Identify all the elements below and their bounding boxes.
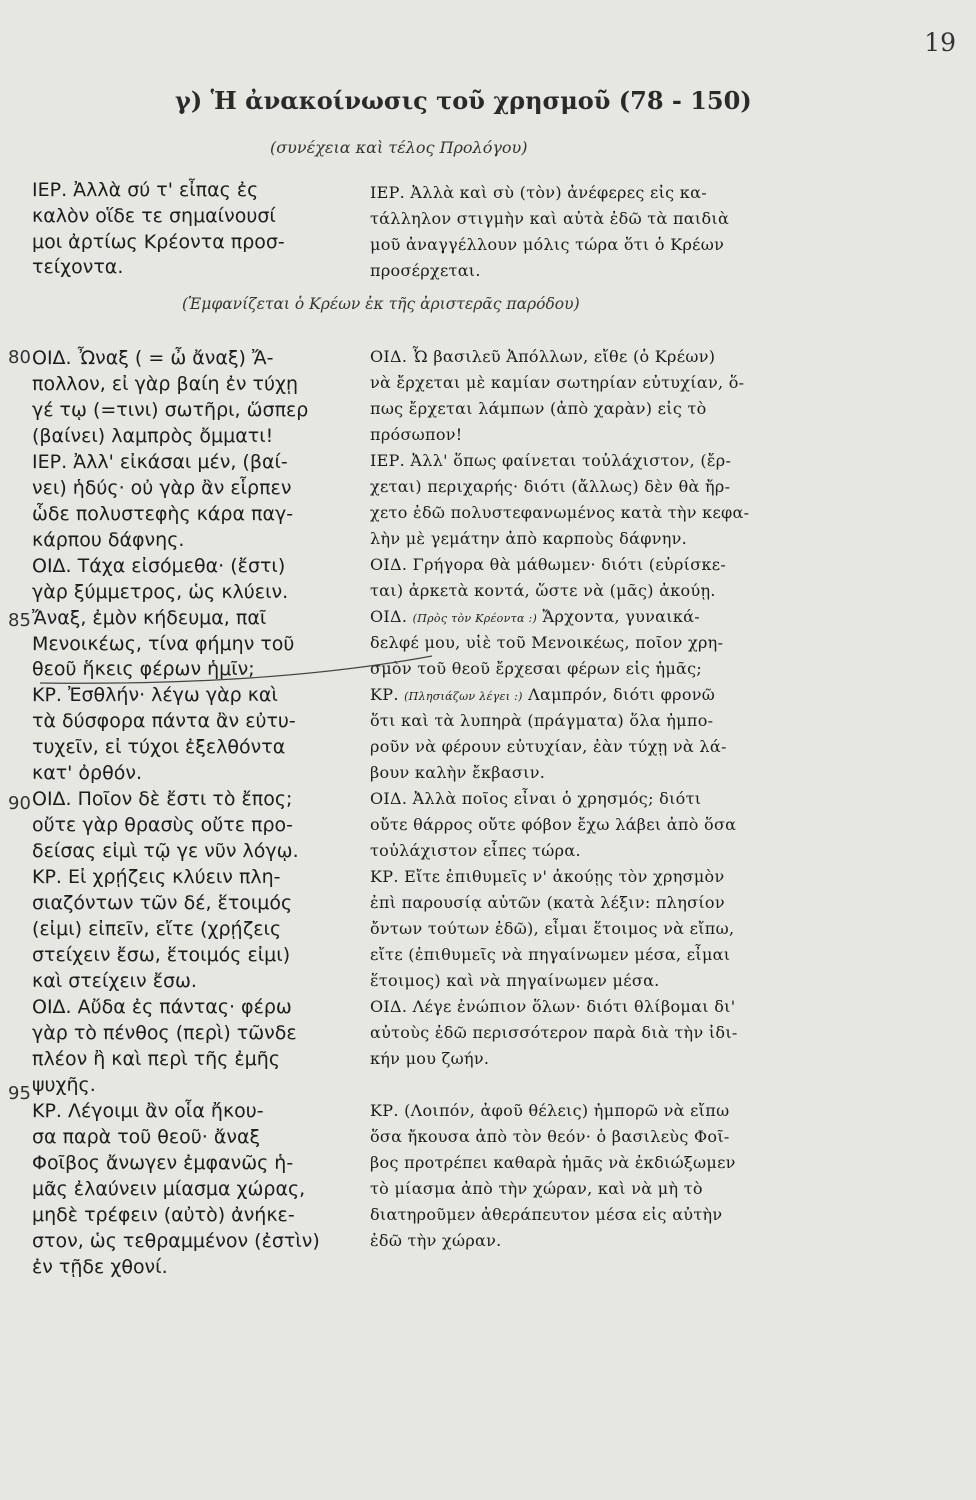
translation-line: τοὐλάχιστον εἶπες τώρα. [370,841,581,860]
text-line: δείσας εἰμὶ τῷ γε νῦν λόγῳ. [32,840,299,862]
translation-line: ὅσα ἤκουσα ἀπὸ τὸν θεόν· ὁ βασιλεὺς Φοῖ- [370,1127,730,1146]
translation-line: ὅτι καὶ τὰ λυπηρὰ (πράγματα) ὅλα ἠμπο- [370,711,714,730]
text-line: Ἄναξ, ἐμὸν κήδευμα, παῖ [32,607,267,629]
text-line: θεοῦ ἥκεις φέρων ἡμῖν; [32,658,255,680]
translation-line: αὐτοὺς ἐδῶ περισσότερον παρὰ διὰ τὴν ἰδι- [370,1023,738,1042]
text-line: οὔτε γὰρ θρασὺς οὔτε προ- [32,814,294,836]
translation-line: ροῦν νὰ φέρουν εὐτυχίαν, ἐὰν τύχῃ νὰ λά- [370,737,727,756]
text-line: ψυχῆς. [32,1074,96,1096]
line-text: Ἄρχοντα, γυναικά- [537,607,700,626]
translation-line: ἐπὶ παρουσίᾳ αὐτῶν (κατὰ λέξιν: πλησίον [370,893,725,912]
page-number: 19 [924,28,956,57]
text-line: πολλον, εἰ γὰρ βαίη ἐν τύχῃ [32,373,299,395]
translation-line: βος προτρέπει καθαρὰ ἡμᾶς νὰ ἐκδιώξωμεν [370,1153,736,1172]
text-line: γὰρ ξύμμετρος, ὡς κλύειν. [32,581,289,603]
text-line: μοι ἀρτίως Κρέοντα προσ- [32,231,285,253]
translation-line: ΙΕΡ. Ἀλλ' ὅπως φαίνεται τοὐλάχιστον, (ἔρ- [370,451,732,470]
translation-line: ἕτοιμος) καὶ νὰ πηγαίνωμεν μέσα. [370,971,660,990]
section-heading: γ) Ἡ ἀνακοίνωσις τοῦ χρησμοῦ (78 - 150) [175,86,752,115]
translation-line: λὴν μὲ γεμάτην ἀπὸ καρποὺς δάφνην. [370,529,688,548]
speaker-label: ΟΙΔ. [370,607,413,626]
text-line: στείχειν ἔσω, ἕτοιμός εἰμι) [32,944,291,966]
verse-number: 90 [8,793,31,814]
text-line: σιαζόντων τῶν δέ, ἕτοιμός [32,892,293,914]
translation-line: ΚΡ. Εἴτε ἐπιθυμεῖς ν' ἀκούῃς τὸν χρησμὸν [370,867,725,886]
text-line: ΙΕΡ. Ἀλλ' εἰκάσαι μέν, (βαί- [32,451,288,473]
section-subheading: (συνέχεια καὶ τέλος Προλόγου) [270,138,528,157]
text-line: γέ τῳ (=τινι) σωτῆρι, ὥσπερ [32,399,309,421]
text-line: τείχοντα. [32,256,124,278]
stage-direction: (Ἐμφανίζεται ὁ Κρέων ἐκ τῆς ἀριστερᾶς παρόδου) [182,295,580,313]
translation-line: κήν μου ζωήν. [370,1049,490,1068]
translation-line: διατηροῦμεν ἀθεράπευτον μέσα εἰς αὐτὴν [370,1205,723,1224]
text-line: ἐν τῇδε χθονί. [32,1256,168,1278]
translation-line: ΚΡ. (Λοιπόν, ἀφοῦ θέλεις) ἠμπορῶ νὰ εἴπω [370,1101,730,1120]
text-line: πλέον ἢ καὶ περὶ τῆς ἐμῆς [32,1048,280,1070]
text-line: ΚΡ. Εἰ χρῄζεις κλύειν πλη- [32,866,281,888]
text-line: Φοῖβος ἄνωγεν ἐμφανῶς ἡ- [32,1152,294,1174]
translation-line: πρόσωπον! [370,425,463,444]
text-line: ΟΙΔ. Ποῖον δὲ ἔστι τὸ ἔπος; [32,788,293,810]
verse-number: 80 [8,347,31,368]
text-line: κατ' ὀρθόν. [32,762,143,784]
translation-line: μοῦ ἀναγγέλλουν μόλις τώρα ὅτι ὁ Κρέων [370,235,725,254]
text-line: μηδὲ τρέφειν (αὐτὸ) ἀνήκε- [32,1204,295,1226]
text-line: (εἰμι) εἰπεῖν, εἴτε (χρῄζεις [32,918,282,940]
translation-line: ται) ἀρκετὰ κοντά, ὥστε νὰ (μᾶς) ἀκούῃ. [370,581,716,600]
text-line: καὶ στείχειν ἔσω. [32,970,197,992]
text-line: τὰ δύσφορα πάντα ἂν εὐτυ- [32,710,296,732]
text-line: νει) ἡδύς· οὐ γὰρ ἂν εἷρπεν [32,477,292,499]
translation-line: οὔτε θάρρος οὔτε φόβον ἔχω λάβει ἀπὸ ὅσα [370,815,737,834]
translation-line: ΟΙΔ. Γρήγορα θὰ μάθωμεν· διότι (εὑρίσκε- [370,555,727,574]
translation-line: προσέρχεται. [370,261,481,280]
verse-number: 85 [8,610,31,631]
text-line: στον, ὡς τεθραμμένον (ἐστὶν) [32,1230,320,1252]
translation-line: δελφέ μου, υἱὲ τοῦ Μενοικέως, ποῖον χρη- [370,633,724,652]
translation-line: βουν καλὴν ἔκβασιν. [370,763,546,782]
text-line: καλὸν οἵδε τε σημαίνουσί [32,205,276,227]
translation-line: χετο ἐδῶ πολυστεφανωμένος κατὰ τὴν κεφα- [370,503,750,522]
text-line: τυχεῖν, εἰ τύχοι ἐξελθόντα [32,736,286,758]
text-line: μᾶς ἐλαύνειν μίασμα χώρας, [32,1178,306,1200]
text-line: ΟΙΔ. Ὦναξ ( = ὦ ἄναξ) Ἄ- [32,347,274,369]
translation-line: ΙΕΡ. Ἀλλὰ καὶ σὺ (τὸν) ἀνέφερες εἰς κα- [370,183,707,202]
translation-line: νὰ ἔρχεται μὲ καμίαν σωτηρίαν εὐτυχίαν, ὅ- [370,373,745,392]
text-line: ΙΕΡ. Ἀλλὰ σύ τ' εἶπας ἐς [32,179,259,201]
text-line: ὧδε πολυστεφὴς κάρα παγ- [32,503,294,525]
translation-line: ΟΙΔ. Ἀλλὰ ποῖος εἶναι ὁ χρησμός; διότι [370,789,702,808]
text-line: γὰρ τὸ πένθος (περὶ) τῶνδε [32,1022,297,1044]
translation-line: ΟΙΔ. Ὦ βασιλεῦ Ἀπόλλων, εἴθε (ὁ Κρέων) [370,347,716,366]
line-text: Λαμπρόν, διότι φρονῶ [522,685,716,704]
translation-line: ὄντων τούτων ἐδῶ), εἶμαι ἕτοιμος νὰ εἴπω, [370,919,735,938]
text-line: ΟΙΔ. Τάχα εἰσόμεθα· (ἔστι) [32,555,286,577]
translation-line: τάλληλον στιγμὴν καὶ αὐτὰ ἐδῶ τὰ παιδιὰ [370,209,730,228]
translation-line: ΟΙΔ. Λέγε ἐνώπιον ὅλων· διότι θλίβομαι δι' [370,997,736,1016]
translation-line: τὸ μίασμα ἀπὸ τὴν χώραν, καὶ νὰ μὴ τὸ [370,1179,703,1198]
stage-note: (Πρὸς τὸν Κρέοντα :) [412,612,538,625]
translation-line: πως ἔρχεται λάμπων (ἀπὸ χαρὰν) εἰς τὸ [370,399,707,418]
text-line: σα παρὰ τοῦ θεοῦ· ἄναξ [32,1126,261,1148]
speaker-label: ΚΡ. [370,685,405,704]
text-line: ΚΡ. Ἐσθλήν· λέγω γὰρ καὶ [32,684,278,706]
stage-note: (Πλησιάζων λέγει :) [404,690,523,703]
translation-line: ἐδῶ τὴν χώραν. [370,1231,502,1250]
text-line: ΚΡ. Λέγοιμι ἂν οἷα ἤκου- [32,1100,264,1122]
pen-stroke [40,656,432,683]
translation-line: χεται) περιχαρής· διότι (ἄλλως) δὲν θὰ ἤρ- [370,477,731,496]
text-line: ΟΙΔ. Αὔδα ἐς πάντας· φέρω [32,996,292,1018]
translation-line: σμὸν τοῦ θεοῦ ἔρχεσαι φέρων εἰς ἡμᾶς; [370,659,703,678]
text-line: Μενοικέως, τίνα φήμην τοῦ [32,633,295,655]
text-line: (βαίνει) λαμπρὸς ὄμματι! [32,425,274,447]
text-line: κάρπου δάφνης. [32,529,185,551]
verse-number: 95 [8,1083,31,1104]
translation-line: εἴτε (ἐπιθυμεῖς νὰ πηγαίνωμεν μέσα, εἶμαι [370,945,731,964]
